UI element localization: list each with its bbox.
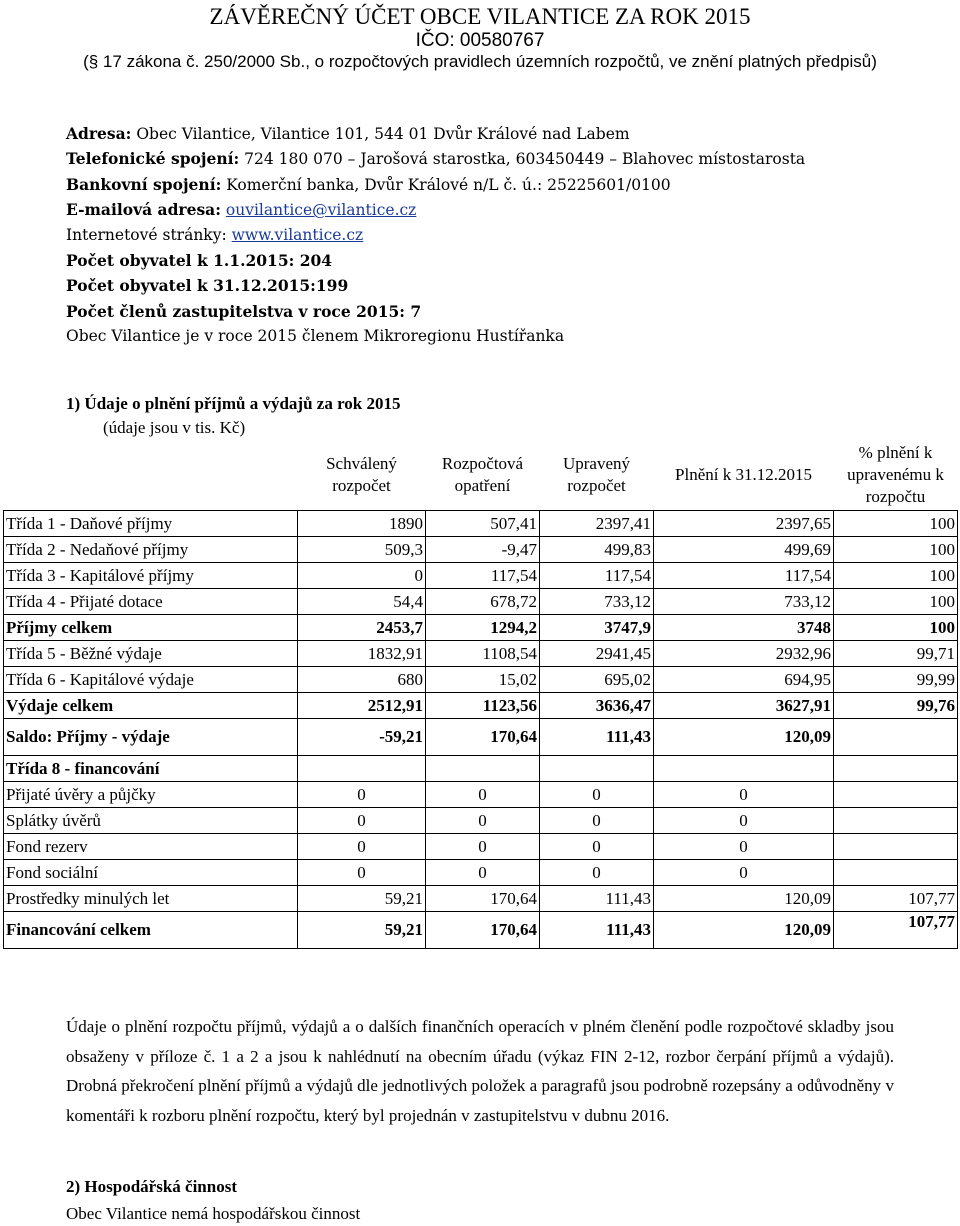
cell-pct: 107,77 bbox=[834, 886, 958, 912]
cell-opatreni: 15,02 bbox=[426, 667, 540, 693]
cell-upraveny: 499,83 bbox=[540, 537, 654, 563]
row-label: Třída 5 - Běžné výdaje bbox=[4, 641, 298, 667]
table-row bbox=[4, 589, 958, 615]
council-members: Počet členů zastupitelstva v roce 2015: 7 bbox=[66, 301, 422, 321]
cell-upraveny: 111,43 bbox=[540, 719, 654, 756]
cell-pct: 100 bbox=[834, 537, 958, 563]
cell-schvaleny: 54,4 bbox=[298, 589, 426, 615]
cell-pct: 99,76 bbox=[834, 693, 958, 719]
cell-schvaleny: 59,21 bbox=[298, 912, 426, 949]
cell-pct bbox=[834, 834, 958, 860]
cell-upraveny: 2397,41 bbox=[540, 511, 654, 537]
cell-upraveny: 0 bbox=[540, 808, 654, 834]
row-label: Třída 4 - Přijaté dotace bbox=[4, 589, 298, 615]
row-label: Příjmy celkem bbox=[4, 615, 298, 641]
cell-upraveny: 117,54 bbox=[540, 563, 654, 589]
cell-opatreni: 170,64 bbox=[426, 719, 540, 756]
cell-upraveny: 3747,9 bbox=[540, 615, 654, 641]
cell-upraveny: 2941,45 bbox=[540, 641, 654, 667]
header-schvaleny: Schválený rozpočet bbox=[326, 454, 397, 495]
cell-schvaleny: 680 bbox=[298, 667, 426, 693]
table-row bbox=[4, 912, 958, 949]
row-label: Splátky úvěrů bbox=[4, 808, 298, 834]
cell-upraveny: 695,02 bbox=[540, 667, 654, 693]
table-row bbox=[4, 886, 958, 912]
cell-opatreni: 678,72 bbox=[426, 589, 540, 615]
header-empty bbox=[4, 440, 298, 511]
section-2-text: Obec Vilantice nemá hospodářskou činnost bbox=[66, 1204, 361, 1223]
population-start: Počet obyvatel k 1.1.2015: 204 bbox=[66, 250, 333, 270]
bank-value: Komerční banka, Dvůr Králové n/L č. ú.: 25225601/0100 bbox=[221, 175, 671, 194]
bank-line bbox=[66, 172, 946, 197]
table-row bbox=[4, 782, 958, 808]
cell-pct bbox=[834, 860, 958, 886]
microregion-line: Obec Vilantice je v roce 2015 členem Mikroregionu Hustířanka bbox=[66, 327, 565, 346]
cell-plneni: 0 bbox=[654, 782, 834, 808]
cell-pct: 100 bbox=[834, 511, 958, 537]
cell-opatreni: 0 bbox=[426, 808, 540, 834]
summary-paragraph: Údaje o plnění rozpočtu příjmů, výdajů a o dalších finančních operacích v plném členění podle rozpočtové skladby jsou obsaženy v příloze č. 1 a 2 a jsou k nahlédnutí na obecním úřadu (výkaz FIN 2-12, rozbor čerpání příjmů a výdajů). Drobná překročení plnění příjmů a výdajů dle jednotlivých položek a paragrafů jsou podrobně rozepsány a odůvodněny v komentáři k rozboru plnění rozpočtu, který byl projednán v zastupitelstvu v dubnu 2016. bbox=[66, 1017, 894, 1125]
cell-upraveny: 0 bbox=[540, 834, 654, 860]
address-line bbox=[66, 121, 946, 146]
table-row bbox=[4, 511, 958, 537]
row-label: Výdaje celkem bbox=[4, 693, 298, 719]
cell-schvaleny: 2512,91 bbox=[298, 693, 426, 719]
section-1-title: 1) Údaje o plnění příjmů a výdajů za rok 2015 bbox=[66, 394, 401, 413]
cell-pct bbox=[834, 756, 958, 782]
cell-plneni: 117,54 bbox=[654, 563, 834, 589]
cell-schvaleny: 1832,91 bbox=[298, 641, 426, 667]
header-plneni: Plnění k 31.12.2015 bbox=[675, 465, 812, 484]
law-reference: (§ 17 zákona č. 250/2000 Sb., o rozpočtových pravidlech územních rozpočtů, ve znění platných předpisů) bbox=[83, 52, 877, 71]
cell-upraveny: 111,43 bbox=[540, 912, 654, 949]
cell-upraveny: 0 bbox=[540, 860, 654, 886]
cell-plneni: 120,09 bbox=[654, 719, 834, 756]
cell-schvaleny: -59,21 bbox=[298, 719, 426, 756]
phone-value: 724 180 070 – Jarošová starostka, 603450449 – Blahovec místostarosta bbox=[239, 150, 806, 169]
address-label: Adresa: bbox=[66, 124, 132, 143]
cell-plneni: 2932,96 bbox=[654, 641, 834, 667]
bank-label: Bankovní spojení: bbox=[66, 174, 222, 194]
municipality-info bbox=[66, 121, 946, 350]
section-1-unit: (údaje jsou v tis. Kč) bbox=[103, 418, 246, 437]
row-label: Fond rezerv bbox=[4, 834, 298, 860]
cell-pct: 99,71 bbox=[834, 641, 958, 667]
phone-label: Telefonické spojení: bbox=[66, 149, 240, 169]
cell-pct: 107,77 bbox=[834, 912, 958, 949]
cell-schvaleny: 509,3 bbox=[298, 537, 426, 563]
cell-plneni: 499,69 bbox=[654, 537, 834, 563]
cell-opatreni: 0 bbox=[426, 860, 540, 886]
table-row bbox=[4, 615, 958, 641]
ico-line: IČO: 00580767 bbox=[415, 30, 545, 51]
email-label: E-mailová adresa: bbox=[66, 200, 221, 220]
cell-pct: 100 bbox=[834, 563, 958, 589]
table-row bbox=[4, 756, 958, 782]
cell-opatreni: 507,41 bbox=[426, 511, 540, 537]
header-opatreni: Rozpočtová opatření bbox=[441, 454, 524, 495]
table-header-row bbox=[4, 440, 958, 511]
cell-opatreni: 117,54 bbox=[426, 563, 540, 589]
web-label: Internetové stránky: bbox=[66, 225, 232, 244]
cell-schvaleny: 0 bbox=[298, 860, 426, 886]
row-label: Prostředky minulých let bbox=[4, 886, 298, 912]
row-label: Třída 6 - Kapitálové výdaje bbox=[4, 667, 298, 693]
table-row bbox=[4, 563, 958, 589]
cell-pct bbox=[834, 782, 958, 808]
cell-opatreni: 0 bbox=[426, 834, 540, 860]
document-header bbox=[0, 0, 960, 72]
population-end: Počet obyvatel k 31.12.2015:199 bbox=[66, 276, 349, 296]
cell-opatreni: 1294,2 bbox=[426, 615, 540, 641]
table-row bbox=[4, 537, 958, 563]
cell-opatreni bbox=[426, 756, 540, 782]
row-label: Třída 8 - financování bbox=[4, 756, 298, 782]
address-value: Obec Vilantice, Vilantice 101, 544 01 Dvůr Králové nad Labem bbox=[131, 125, 630, 143]
cell-schvaleny: 0 bbox=[298, 834, 426, 860]
cell-plneni: 0 bbox=[654, 808, 834, 834]
cell-schvaleny: 1890 bbox=[298, 511, 426, 537]
cell-schvaleny bbox=[298, 756, 426, 782]
cell-opatreni: 1108,54 bbox=[426, 641, 540, 667]
cell-opatreni: 1123,56 bbox=[426, 693, 540, 719]
table-row bbox=[4, 808, 958, 834]
header-pct: % plnění k upravenému k rozpočtu bbox=[847, 443, 944, 506]
cell-pct: 99,99 bbox=[834, 667, 958, 693]
cell-opatreni: -9,47 bbox=[426, 537, 540, 563]
cell-plneni: 120,09 bbox=[654, 912, 834, 949]
cell-plneni: 3748 bbox=[654, 615, 834, 641]
web-line bbox=[66, 223, 946, 248]
cell-plneni: 2397,65 bbox=[654, 511, 834, 537]
cell-plneni: 0 bbox=[654, 834, 834, 860]
email-link[interactable]: ouvilantice@vilantice.cz bbox=[225, 201, 417, 220]
cell-pct: 100 bbox=[834, 589, 958, 615]
cell-opatreni: 170,64 bbox=[426, 912, 540, 949]
phone-line bbox=[66, 146, 946, 171]
cell-schvaleny: 0 bbox=[298, 782, 426, 808]
table-row bbox=[4, 719, 958, 756]
table-row bbox=[4, 860, 958, 886]
email-line bbox=[66, 197, 946, 222]
cell-plneni: 120,09 bbox=[654, 886, 834, 912]
budget-table bbox=[3, 440, 958, 949]
cell-upraveny: 111,43 bbox=[540, 886, 654, 912]
cell-pct bbox=[834, 808, 958, 834]
cell-pct: 100 bbox=[834, 615, 958, 641]
cell-upraveny bbox=[540, 756, 654, 782]
row-label: Saldo: Příjmy - výdaje bbox=[4, 719, 298, 756]
row-label: Financování celkem bbox=[4, 912, 298, 949]
cell-schvaleny: 59,21 bbox=[298, 886, 426, 912]
cell-pct bbox=[834, 719, 958, 756]
table-row bbox=[4, 667, 958, 693]
cell-upraveny: 3636,47 bbox=[540, 693, 654, 719]
table-row bbox=[4, 834, 958, 860]
document-title: ZÁVĚREČNÝ ÚČET OBCE VILANTICE ZA ROK 2015 bbox=[209, 4, 751, 29]
row-label: Přijaté úvěry a půjčky bbox=[4, 782, 298, 808]
web-link[interactable]: www.vilantice.cz bbox=[231, 225, 364, 244]
cell-plneni: 3627,91 bbox=[654, 693, 834, 719]
cell-schvaleny: 2453,7 bbox=[298, 615, 426, 641]
cell-upraveny: 733,12 bbox=[540, 589, 654, 615]
cell-plneni: 733,12 bbox=[654, 589, 834, 615]
row-label: Fond sociální bbox=[4, 860, 298, 886]
cell-plneni: 0 bbox=[654, 860, 834, 886]
table-row bbox=[4, 693, 958, 719]
cell-schvaleny: 0 bbox=[298, 563, 426, 589]
row-label: Třída 2 - Nedaňové příjmy bbox=[4, 537, 298, 563]
table-row bbox=[4, 641, 958, 667]
header-upraveny: Upravený rozpočet bbox=[562, 454, 631, 495]
section-2-title: 2) Hospodářská činnost bbox=[66, 1177, 237, 1196]
cell-upraveny: 0 bbox=[540, 782, 654, 808]
cell-plneni bbox=[654, 756, 834, 782]
row-label: Třída 1 - Daňové příjmy bbox=[4, 511, 298, 537]
cell-opatreni: 0 bbox=[426, 782, 540, 808]
cell-opatreni: 170,64 bbox=[426, 886, 540, 912]
cell-plneni: 694,95 bbox=[654, 667, 834, 693]
cell-schvaleny: 0 bbox=[298, 808, 426, 834]
row-label: Třída 3 - Kapitálové příjmy bbox=[4, 563, 298, 589]
